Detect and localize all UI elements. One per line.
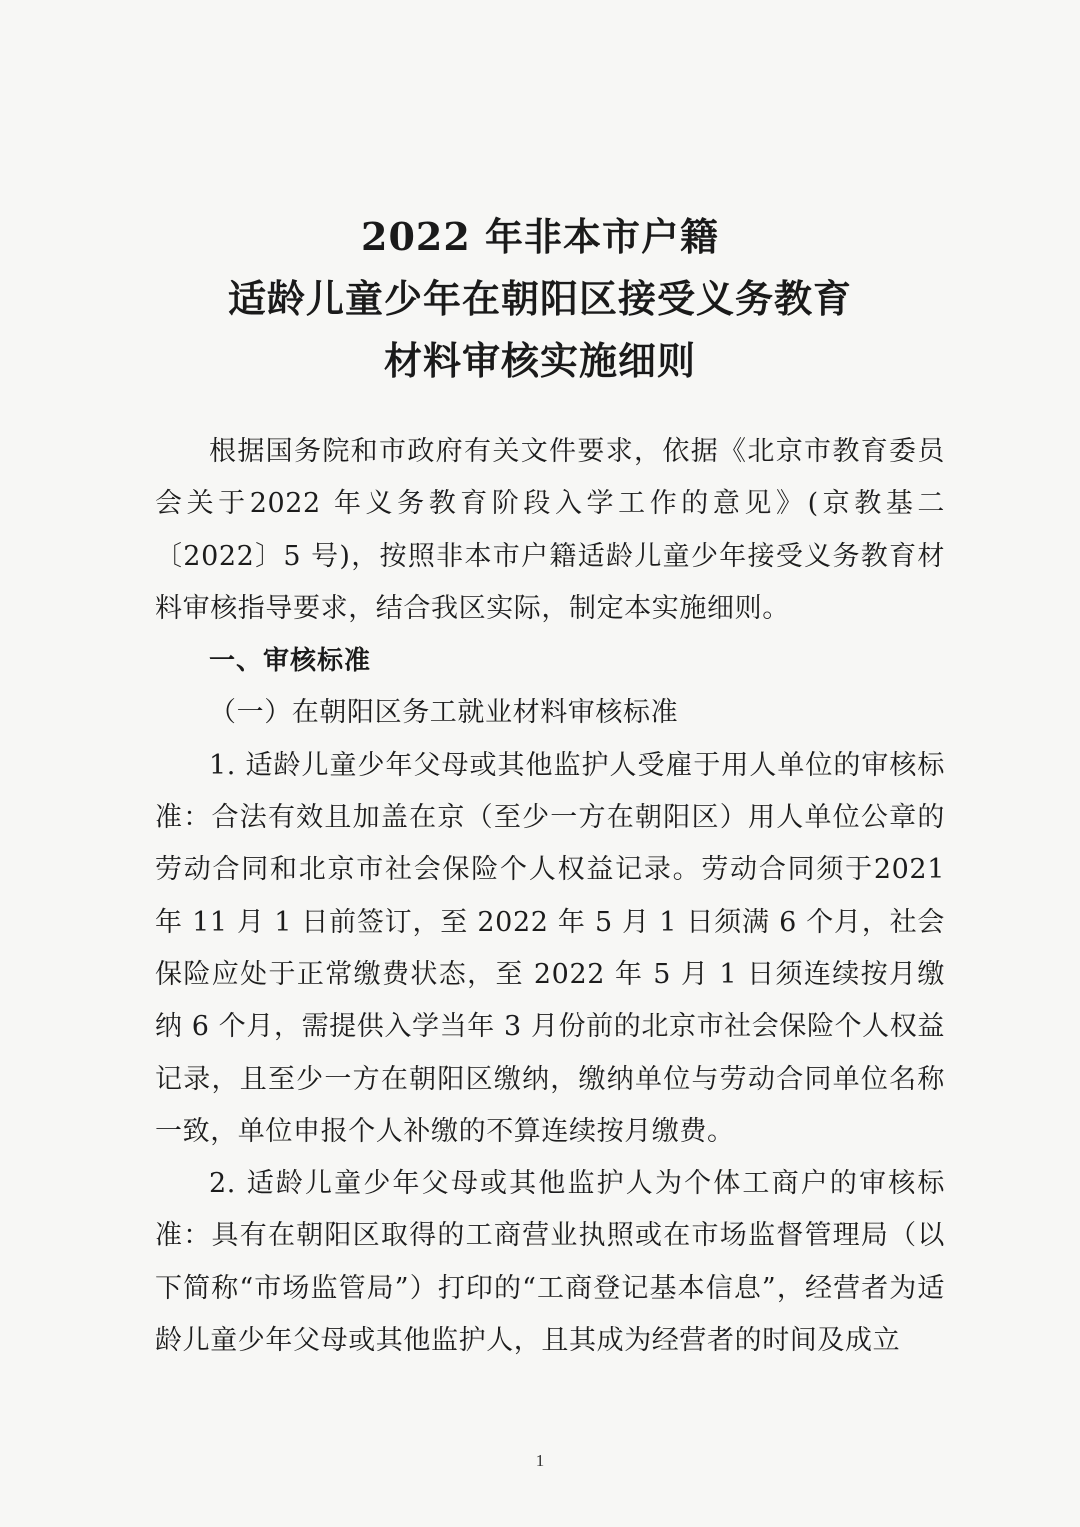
section-heading-review-standards: 一、审核标准 — [209, 646, 372, 677]
item-1-paragraph: 1. 适龄儿童少年父母或其他监护人受雇于用人单位的审核标准：合法有效且加盖在京（至少一方在朝阳区）用人单位公章的劳动合同和北京市社会保险个人权益记录。劳动合同须于2021 年 11 月 1 日前签订，至 2022 年 5 月 1 日须满 6 个月，社会保险应处于正常缴费状态，至 2022 年 5 月 1 日须连续按月缴纳 6 个月，需提供入学当年 3 月份前的北京市社会保险个人权益记录，且至少一方在朝阳区缴纳，缴纳单位与劳动合同单位名称一致，单位申报个人补缴的不算连续按月缴费。 — [155, 749, 945, 1147]
title-line-2: 适龄儿童少年在朝阳区接受义务教育 — [227, 276, 852, 321]
intro-paragraph: 根据国务院和市政府有关文件要求，依据《北京市教育委员会关于2022 年义务教育阶段入学工作的意见》(京教基二〔2022〕5 号)，按照非本市户籍适龄儿童少年接受义务教育材料审核指导要求，结合我区实际，制定本实施细则。 — [155, 436, 945, 624]
title-line-3: 材料审核实施细则 — [383, 338, 696, 383]
subsection-heading-employment: （一）在朝阳区务工就业材料审核标准 — [209, 697, 679, 729]
document-body — [155, 426, 945, 1367]
page-number: 1 — [535, 1451, 545, 1470]
document-title — [0, 206, 1080, 392]
title-line-1: 2022 年非本市户籍 — [361, 214, 719, 259]
item-2-paragraph: 2. 适龄儿童少年父母或其他监护人为个体工商户的审核标准：具有在朝阳区取得的工商营业执照或在市场监督管理局（以下简称“市场监管局”）打印的“工商登记基本信息”，经营者为适龄儿童少年父母或其他监护人，且其成为经营者的时间及成立 — [155, 1168, 945, 1357]
